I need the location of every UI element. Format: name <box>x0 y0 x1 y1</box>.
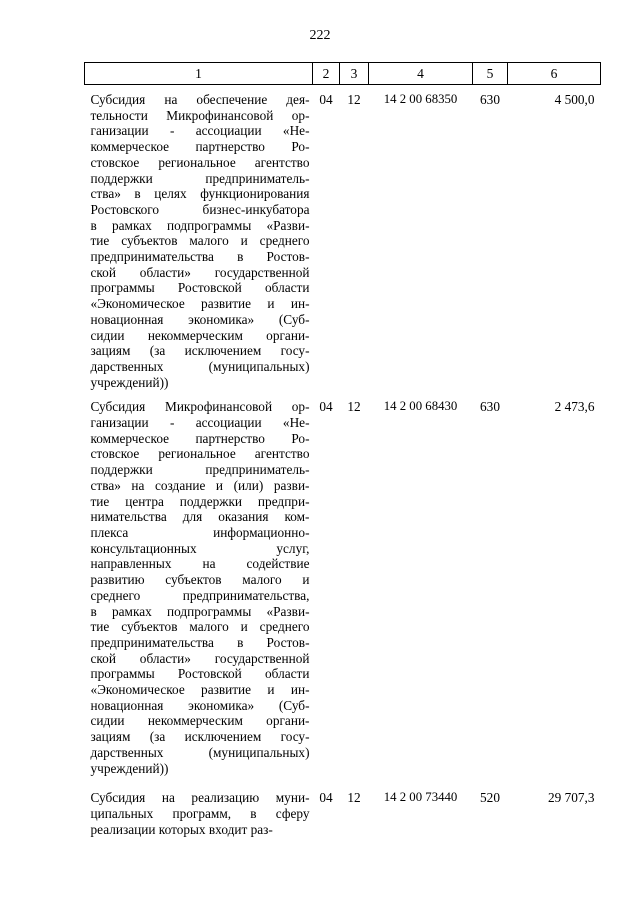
description-line: ской области» государственной <box>90 650 310 666</box>
description-line: поддержки предприниматель- <box>90 170 310 186</box>
description-line: коммерческое партнерство Ро- <box>90 139 310 155</box>
header-col-6: 6 <box>508 63 601 85</box>
page-number: 222 <box>309 28 331 43</box>
description-line: ципальных программ, в сферу <box>90 805 310 821</box>
description-line: ства» в целях функционирования <box>90 186 310 202</box>
description-line: зациям (за исключением госу- <box>90 729 310 745</box>
row-description <box>85 776 313 837</box>
description-line: консультационных услуг, <box>90 540 310 556</box>
description-line: среднего предпринимательства, <box>90 587 310 603</box>
description-line: стовское региональное агентство <box>90 154 310 170</box>
row-rz: 04 <box>319 399 333 415</box>
description-line: дарственных (муниципальных) <box>90 358 310 374</box>
description-line: тие субъектов малого и среднего <box>90 619 310 635</box>
description-line: новационная экономика» (Суб- <box>90 311 310 327</box>
description-line: поддержки предприниматель- <box>90 462 310 478</box>
row-description <box>85 85 313 391</box>
row-csr: 14 2 00 73440 <box>383 790 458 805</box>
row-sum: 29 707,3 <box>547 790 595 806</box>
description-line: коммерческое партнерство Ро- <box>90 430 310 446</box>
description-line: тельности Микрофинансовой ор- <box>90 107 310 123</box>
description-line: тие центра поддержки предпри- <box>90 493 310 509</box>
description-line: дарственных (муниципальных) <box>90 744 310 760</box>
description-line: программы Ростовской области <box>90 666 310 682</box>
description-line: предпринимательства в Ростов- <box>90 249 310 265</box>
description-line: сидии некоммерческим органи- <box>90 327 310 343</box>
description-line: реализации которых входит раз- <box>90 821 273 837</box>
row-vr: 630 <box>480 92 500 107</box>
header-col-1: 1 <box>85 63 313 85</box>
description-line: «Экономическое развитие и ин- <box>90 682 310 698</box>
row-vr: 520 <box>480 790 500 806</box>
description-line: в рамках подпрограммы «Разви- <box>90 603 310 619</box>
description-line: предпринимательства в Ростов- <box>90 634 310 650</box>
row-rz: 04 <box>319 92 333 107</box>
description-line: ганизации - ассоциации «Не- <box>90 123 310 139</box>
row-pr: 12 <box>347 790 361 806</box>
header-col-2: 2 <box>313 63 340 85</box>
description-line: Субсидия на обеспечение дея- <box>90 92 310 107</box>
description-line: стовское региональное агентство <box>90 446 310 462</box>
table-row <box>85 390 601 776</box>
table-row <box>85 85 601 391</box>
description-line: Ростовского бизнес-инкубатора <box>90 201 310 217</box>
description-line: ганизации - ассоциации «Не- <box>90 415 310 431</box>
description-line: сидии некоммерческим органи- <box>90 713 310 729</box>
header-col-3: 3 <box>340 63 369 85</box>
description-line: «Экономическое развитие и ин- <box>90 296 310 312</box>
description-line: новационная экономика» (Суб- <box>90 697 310 713</box>
description-line: зациям (за исключением госу- <box>90 343 310 359</box>
description-line: развитию субъектов малого и <box>90 572 310 588</box>
table-row <box>85 776 601 837</box>
row-csr: 14 2 00 68430 <box>383 399 458 414</box>
header-col-5: 5 <box>473 63 508 85</box>
row-sum: 4 500,0 <box>554 92 595 107</box>
budget-table <box>84 62 601 837</box>
description-line: тие субъектов малого и среднего <box>90 233 310 249</box>
row-csr: 14 2 00 68350 <box>383 92 458 106</box>
description-line: Субсидия на реализацию муни- <box>90 790 310 806</box>
row-vr: 630 <box>480 399 500 415</box>
row-sum: 2 473,6 <box>554 399 595 415</box>
row-description <box>85 390 313 776</box>
description-line: в рамках подпрограммы «Разви- <box>90 217 310 233</box>
description-line: направленных на содействие <box>90 556 310 572</box>
description-line: ской области» государственной <box>90 264 310 280</box>
description-line: учреждений)) <box>90 374 169 390</box>
row-rz: 04 <box>319 790 333 806</box>
table-header-row <box>85 63 601 85</box>
row-pr: 12 <box>347 399 361 415</box>
description-line: учреждений)) <box>90 760 169 776</box>
description-line: Субсидия Микрофинансовой ор- <box>90 399 310 415</box>
description-line: нимательства для оказания ком- <box>90 509 310 525</box>
description-line: ства» на создание и (или) разви- <box>90 477 310 493</box>
header-col-4: 4 <box>369 63 473 85</box>
description-line: плекса информационно- <box>90 524 310 540</box>
row-pr: 12 <box>347 92 361 107</box>
description-line: программы Ростовской области <box>90 280 310 296</box>
